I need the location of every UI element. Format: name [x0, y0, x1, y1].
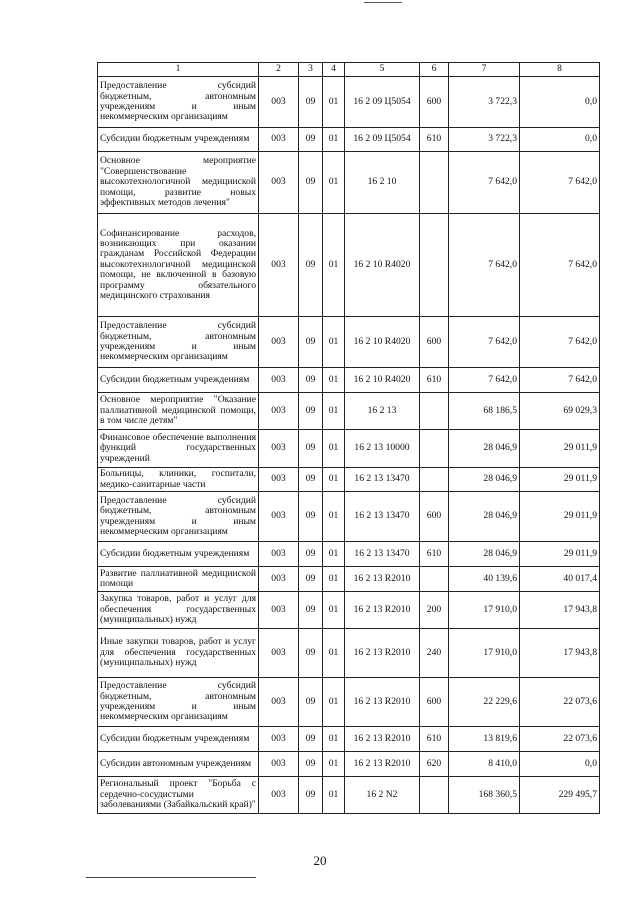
header-cell: 5: [345, 63, 420, 77]
row-expense-type: 600: [420, 317, 449, 368]
row-subsection: 01: [323, 128, 345, 152]
row-subsection: 01: [323, 317, 345, 368]
row-expense-type: [420, 468, 449, 492]
row-amount-year2: 7 642,0: [520, 152, 600, 214]
table-row: [98, 567, 600, 592]
table-row: [98, 317, 600, 368]
row-subsection: 01: [323, 592, 345, 629]
row-expense-type: [420, 430, 449, 468]
row-expense-type: [420, 152, 449, 214]
row-expense-type: 240: [420, 629, 449, 678]
row-name: [98, 567, 259, 592]
row-amount-year1: 7 642,0: [449, 152, 520, 214]
row-expense-type: 610: [420, 727, 449, 752]
table-row: [98, 468, 600, 492]
row-target-code: 16 2 13 13470: [345, 492, 420, 542]
row-name: [98, 678, 259, 727]
row-name-text: Иные закупки товаров, работ и услуг для обеспечения государственных (муниципальных) нужд: [100, 636, 256, 669]
row-amount-year1: 7 642,0: [449, 214, 520, 317]
row-admin-code: 003: [259, 430, 299, 468]
row-expense-type: [420, 393, 449, 430]
row-admin-code: 003: [259, 77, 299, 128]
row-section: 09: [299, 678, 323, 727]
row-amount-year1: 168 360,5: [449, 777, 520, 814]
row-name-text: Предоставление субсидий бюджетным, автономным учреждениям и иным некоммерческим организациям: [100, 680, 256, 723]
table-row: [98, 592, 600, 629]
row-name-text: Софинансирование расходов, возникающих при оказании гражданам Российской Федерации высокотехнологичной медицинской помощи, не включенной в базовую программу обязательного медицинского страхования: [100, 227, 256, 302]
row-expense-type: [420, 777, 449, 814]
row-subsection: 01: [323, 430, 345, 468]
row-amount-year1: 13 819,6: [449, 727, 520, 752]
table-row: [98, 777, 600, 814]
row-admin-code: 003: [259, 629, 299, 678]
table-row: [98, 77, 600, 128]
row-target-code: 16 2 13 R2010: [345, 752, 420, 777]
row-name: [98, 592, 259, 629]
row-section: 09: [299, 128, 323, 152]
row-name: [98, 468, 259, 492]
row-amount-year2: 0,0: [520, 752, 600, 777]
row-subsection: 01: [323, 152, 345, 214]
row-name: [98, 752, 259, 777]
row-name-text: Региональный проект "Борьба с сердечно-сосудистыми заболеваниями (Забайкальский край)": [100, 778, 256, 811]
row-amount-year2: 40 017,4: [520, 567, 600, 592]
row-amount-year2: 29 011,9: [520, 430, 600, 468]
row-target-code: 16 2 13 R2010: [345, 629, 420, 678]
row-section: 09: [299, 542, 323, 567]
row-name-text: Основное мероприятие "Оказание паллиативной медицинской помощи, в том числе детям": [100, 394, 256, 427]
row-admin-code: 003: [259, 777, 299, 814]
row-amount-year1: 28 046,9: [449, 542, 520, 567]
row-section: 09: [299, 727, 323, 752]
row-subsection: 01: [323, 492, 345, 542]
table-row: [98, 128, 600, 152]
row-name: [98, 629, 259, 678]
table-row: [98, 430, 600, 468]
header-cell: 2: [259, 63, 299, 77]
row-section: 09: [299, 214, 323, 317]
budget-table: [97, 62, 600, 814]
row-amount-year1: 8 410,0: [449, 752, 520, 777]
row-name-text: Развитие паллиативной медицинской помощи: [100, 567, 256, 589]
row-name: [98, 128, 259, 152]
row-amount-year1: 3 722,3: [449, 128, 520, 152]
row-target-code: 16 2 13 10000: [345, 430, 420, 468]
row-subsection: 01: [323, 542, 345, 567]
row-name: [98, 152, 259, 214]
row-subsection: 01: [323, 727, 345, 752]
row-name: [98, 368, 259, 393]
row-subsection: 01: [323, 214, 345, 317]
footer-line: [86, 877, 256, 878]
row-expense-type: 600: [420, 678, 449, 727]
header-cell: 8: [520, 63, 600, 77]
row-target-code: 16 2 13 R2010: [345, 727, 420, 752]
row-amount-year2: 29 011,9: [520, 468, 600, 492]
row-amount-year2: 7 642,0: [520, 368, 600, 393]
row-name-text: Субсидии бюджетным учреждениям: [100, 732, 250, 744]
row-amount-year1: 40 139,6: [449, 567, 520, 592]
row-name-text: Основное мероприятие "Совершенствование высокотехнологичной медицинской помощи, развитие новых эффективных методов лечения": [100, 155, 256, 209]
row-name: [98, 393, 259, 430]
row-amount-year1: 28 046,9: [449, 430, 520, 468]
table-row: [98, 752, 600, 777]
row-section: 09: [299, 393, 323, 430]
row-name: [98, 542, 259, 567]
row-name-text: Субсидии бюджетным учреждениям: [100, 373, 250, 385]
row-subsection: 01: [323, 678, 345, 727]
row-amount-year2: 229 495,7: [520, 777, 600, 814]
row-name: [98, 727, 259, 752]
row-admin-code: 003: [259, 317, 299, 368]
row-amount-year1: 28 046,9: [449, 492, 520, 542]
row-admin-code: 003: [259, 492, 299, 542]
row-target-code: 16 2 13 R2010: [345, 592, 420, 629]
row-subsection: 01: [323, 368, 345, 393]
row-subsection: 01: [323, 777, 345, 814]
table-row: [98, 152, 600, 214]
row-amount-year2: 0,0: [520, 128, 600, 152]
table-body: [98, 63, 600, 814]
table-row: [98, 368, 600, 393]
row-name-text: Субсидии бюджетным учреждениям: [100, 133, 250, 145]
page-number: 20: [313, 853, 327, 868]
row-amount-year1: 17 910,0: [449, 629, 520, 678]
row-section: 09: [299, 152, 323, 214]
header-cell: 4: [323, 63, 345, 77]
row-subsection: 01: [323, 77, 345, 128]
row-target-code: 16 2 10 R4020: [345, 214, 420, 317]
row-amount-year2: 0,0: [520, 77, 600, 128]
row-name: [98, 777, 259, 814]
row-name: [98, 492, 259, 542]
scan-mark: [364, 2, 402, 3]
row-target-code: 16 2 13 R2010: [345, 678, 420, 727]
row-admin-code: 003: [259, 368, 299, 393]
row-name: [98, 77, 259, 128]
header-cell: 3: [299, 63, 323, 77]
row-name-text: Больницы, клиники, госпитали, медико-санитарные части: [100, 468, 256, 490]
row-target-code: 16 2 10 R4020: [345, 368, 420, 393]
row-target-code: 16 2 09 Ц5054: [345, 77, 420, 128]
row-subsection: 01: [323, 393, 345, 430]
header-cell: 6: [420, 63, 449, 77]
row-name-text: Предоставление субсидий бюджетным, автономным учреждениям и иным некоммерческим организациям: [100, 80, 256, 123]
row-amount-year1: 17 910,0: [449, 592, 520, 629]
row-amount-year1: 28 046,9: [449, 468, 520, 492]
table-row: [98, 678, 600, 727]
table-row: [98, 542, 600, 567]
row-expense-type: 200: [420, 592, 449, 629]
row-target-code: 16 2 10: [345, 152, 420, 214]
row-expense-type: 610: [420, 128, 449, 152]
table-row: [98, 629, 600, 678]
row-section: 09: [299, 430, 323, 468]
row-subsection: 01: [323, 629, 345, 678]
row-target-code: 16 2 13: [345, 393, 420, 430]
header-cell: 1: [98, 63, 259, 77]
row-subsection: 01: [323, 752, 345, 777]
row-target-code: 16 2 13 13470: [345, 468, 420, 492]
row-subsection: 01: [323, 567, 345, 592]
row-admin-code: 003: [259, 752, 299, 777]
row-amount-year2: 22 073,6: [520, 727, 600, 752]
row-admin-code: 003: [259, 542, 299, 567]
row-target-code: 16 2 13 13470: [345, 542, 420, 567]
row-section: 09: [299, 567, 323, 592]
row-name: [98, 430, 259, 468]
row-expense-type: 610: [420, 542, 449, 567]
row-amount-year2: 17 943,8: [520, 592, 600, 629]
row-amount-year2: 29 011,9: [520, 492, 600, 542]
table-row: [98, 393, 600, 430]
row-amount-year2: 29 011,9: [520, 542, 600, 567]
row-admin-code: 003: [259, 128, 299, 152]
row-expense-type: 610: [420, 368, 449, 393]
row-target-code: 16 2 09 Ц5054: [345, 128, 420, 152]
row-name: [98, 317, 259, 368]
table-row: [98, 727, 600, 752]
table-row: [98, 214, 600, 317]
row-section: 09: [299, 77, 323, 128]
row-expense-type: 600: [420, 77, 449, 128]
row-admin-code: 003: [259, 468, 299, 492]
row-section: 09: [299, 492, 323, 542]
row-target-code: 16 2 N2: [345, 777, 420, 814]
row-admin-code: 003: [259, 678, 299, 727]
row-amount-year2: 17 943,8: [520, 629, 600, 678]
row-name-text: Закупка товаров, работ и услуг для обеспечения государственных (муниципальных) нужд: [100, 593, 256, 626]
row-amount-year1: 7 642,0: [449, 317, 520, 368]
row-name-text: Субсидии бюджетным учреждениям: [100, 547, 250, 559]
row-amount-year2: 69 029,3: [520, 393, 600, 430]
table-header-row: [98, 63, 600, 77]
row-amount-year2: 7 642,0: [520, 214, 600, 317]
row-name-text: Предоставление субсидий бюджетным, автономным учреждениям и иным некоммерческим организациям: [100, 320, 256, 363]
table-row: [98, 492, 600, 542]
row-name-text: Финансовое обеспечение выполнения функций государственных учреждений: [100, 431, 256, 464]
row-amount-year1: 7 642,0: [449, 368, 520, 393]
row-name-text: Субсидии автономным учреждениям: [100, 757, 252, 769]
row-admin-code: 003: [259, 393, 299, 430]
row-admin-code: 003: [259, 592, 299, 629]
row-expense-type: 600: [420, 492, 449, 542]
row-name: [98, 214, 259, 317]
row-target-code: 16 2 10 R4020: [345, 317, 420, 368]
row-expense-type: 620: [420, 752, 449, 777]
row-section: 09: [299, 317, 323, 368]
row-amount-year2: 22 073,6: [520, 678, 600, 727]
row-section: 09: [299, 629, 323, 678]
row-amount-year1: 22 229,6: [449, 678, 520, 727]
row-amount-year1: 3 722,3: [449, 77, 520, 128]
row-amount-year2: 7 642,0: [520, 317, 600, 368]
row-section: 09: [299, 752, 323, 777]
header-cell: 7: [449, 63, 520, 77]
row-section: 09: [299, 468, 323, 492]
row-section: 09: [299, 368, 323, 393]
row-admin-code: 003: [259, 214, 299, 317]
row-name-text: Предоставление субсидий бюджетным, автономным учреждениям и иным некоммерческим организациям: [100, 494, 256, 537]
row-admin-code: 003: [259, 567, 299, 592]
row-target-code: 16 2 13 R2010: [345, 567, 420, 592]
row-expense-type: [420, 567, 449, 592]
row-admin-code: 003: [259, 152, 299, 214]
row-amount-year1: 68 186,5: [449, 393, 520, 430]
row-section: 09: [299, 777, 323, 814]
row-expense-type: [420, 214, 449, 317]
row-section: 09: [299, 592, 323, 629]
row-subsection: 01: [323, 468, 345, 492]
row-admin-code: 003: [259, 727, 299, 752]
